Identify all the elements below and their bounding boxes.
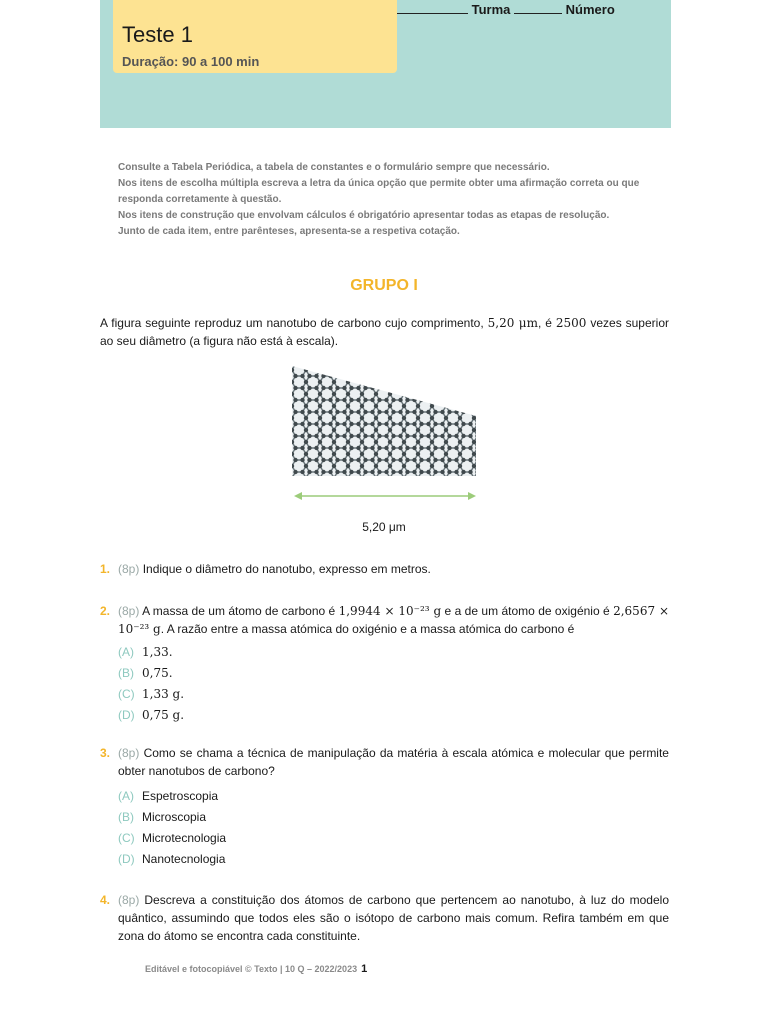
question-points: (8p) [118, 893, 140, 907]
numero-label: Número [565, 2, 615, 17]
turma-label: Turma [471, 2, 511, 17]
question-1 [100, 560, 669, 578]
question-number: 4. [100, 893, 111, 907]
question-text: Como se chama a técnica de manipulação da matéria à escala atómica e molecular que permite obter nanotubos de carbono? [118, 746, 669, 778]
option-d[interactable]: (D) 0,75 g. [118, 708, 185, 722]
question-number: 3. [100, 746, 111, 760]
test-duration: Duração: 90 a 100 min [122, 54, 260, 69]
options-list [118, 786, 669, 870]
name-blank [396, 3, 468, 14]
question-number: 1. [100, 562, 111, 576]
question-4 [100, 891, 669, 945]
question-2: 2. (8p) A massa de um átomo de carbono é 1,9944 × 10⁻²³ g e a de um átomo de oxigénio é 2,6567 × 10⁻²³ g. A razão entre a massa atómica do oxigénio e a massa atómica do carbono é (A) 1,33. (B) 0,75. (C) 1,33 g. (D) 0,75 g. [100, 602, 669, 726]
test-title: Teste 1 [122, 22, 193, 47]
turma-blank [514, 3, 562, 14]
option-c[interactable]: (C) Microtecnologia [118, 831, 227, 845]
question-points: (8p) [118, 746, 140, 760]
nanotube-figure [292, 364, 476, 504]
question-number: 2. [100, 604, 111, 618]
instruction-line: Nos itens de escolha múltipla escreva a letra da única opção que permite obter uma afirmação correta ou que responda corretamente à questão. [118, 178, 640, 205]
intro-paragraph: A figura seguinte reproduz um nanotubo de carbono cujo comprimento, 5,20 μm, é 2500 vezes superior ao seu diâmetro (a figura não está à escala). [100, 316, 669, 348]
option-a[interactable]: (A) Espetroscopia [118, 789, 219, 803]
option-a[interactable]: (A) 1,33. [118, 645, 173, 659]
question-points: (8p) [118, 562, 140, 576]
title-card [113, 0, 397, 73]
carbon-mass: 1,9944 × 10⁻²³ g [338, 604, 442, 618]
figure-caption: 5,20 μm [362, 520, 406, 534]
option-b[interactable]: (B) Microscopia [118, 810, 207, 824]
question-points: (8p) [118, 604, 140, 618]
instruction-line: Consulte a Tabela Periódica, a tabela de constantes e o formulário sempre que necessário. [118, 162, 550, 173]
question-3 [100, 744, 669, 870]
instruction-line: Junto de cada item, entre parênteses, apresenta-se a respetiva cotação. [118, 226, 460, 237]
instruction-line: Nos itens de construção que envolvam cálculos é obrigatório apresentar todas as etapas de resolução. [118, 210, 610, 221]
option-b[interactable]: (B) 0,75. [118, 666, 173, 680]
factor-value: 2500 [555, 316, 587, 330]
group-heading: GRUPO I [350, 277, 418, 294]
instructions [118, 160, 658, 240]
question-text: Descreva a constituição dos átomos de carbono que pertencem ao nanotubo, à luz do modelo quântico, assumindo que todos eles são o isótopo de carbono mais comum. Refira também em que zona do átomo se encontra cada constituinte. [118, 893, 669, 943]
page-footer [145, 963, 367, 975]
student-fields [396, 2, 615, 17]
options-list [118, 642, 669, 726]
option-c[interactable]: (C) 1,33 g. [118, 687, 185, 701]
footer-text: Editável e fotocopiável © Texto | 10 Q – 2022/2023 [145, 964, 358, 974]
length-value: 5,20 μm [487, 316, 538, 330]
question-text: Indique o diâmetro do nanotubo, expresso em metros. [142, 562, 431, 576]
option-d[interactable]: (D) Nanotecnologia [118, 852, 226, 866]
oxygen-mass: 2,6567 × 10⁻²³ g [118, 604, 670, 636]
page-number: 1 [361, 963, 368, 975]
